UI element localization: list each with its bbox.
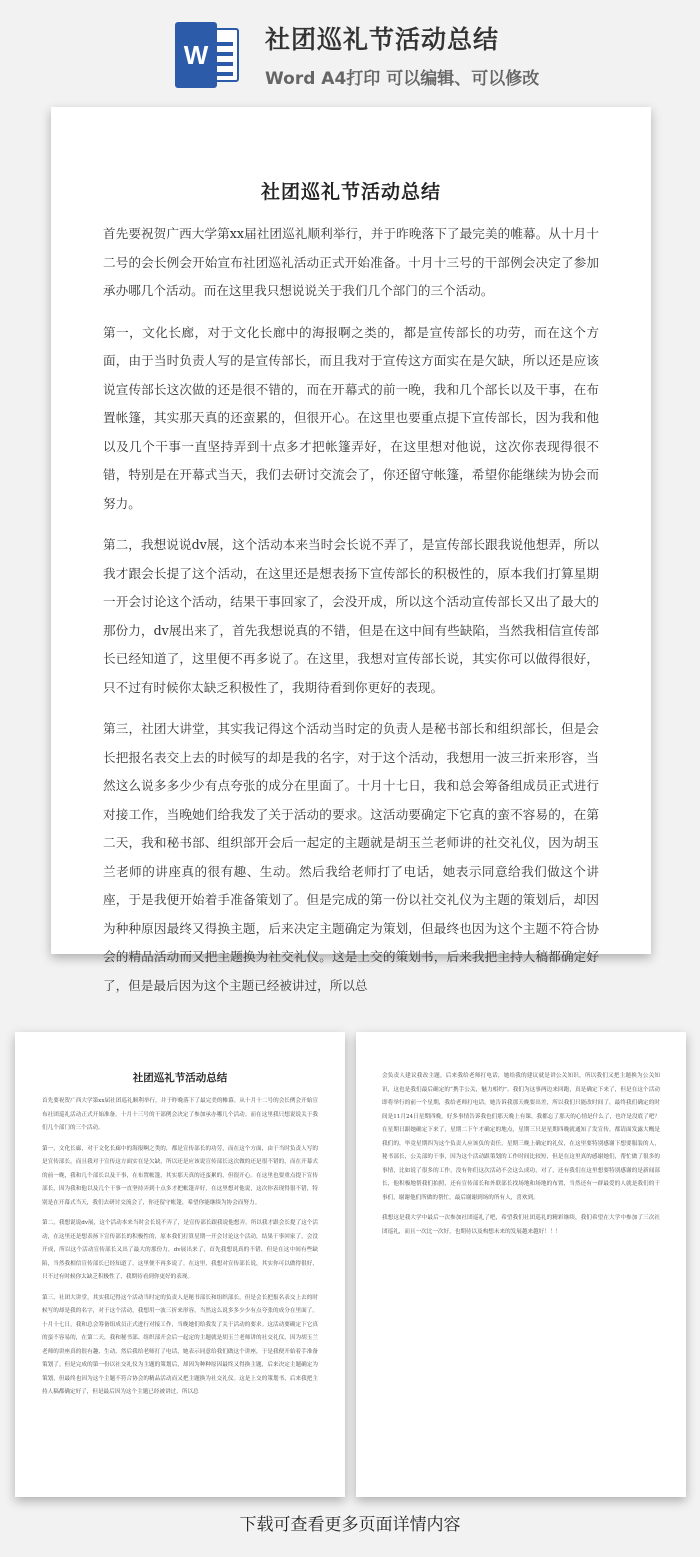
paragraph-second: 第二，我想说说dv展，这个活动本来当时会长说不弄了，是宣传部长跟我说他想弄，所以我才跟会长提了这个活动，在这里还是想表扬下宣传部长的积极性的，原本我们打算星期一开会讨论这个活动，结果干事回家了，会没开成，所以这个活动宣传部长又出了最大的那份力，dv展出来了，首先我想说真的不错，但是在这中间有些缺陷，当然我相信宣传部长已经知道了，这里便不再多说了。在这里，我想对宣传部长说，其实你可以做得很好，只不过有时候你太缺乏积极性了，我期待看到你更好的表现。 — [103, 537, 599, 695]
header — [0, 0, 700, 100]
paragraph-third: 第三，社团大讲堂，其实我记得这个活动当时定的负责人是秘书部长和组织部长，但是会长把报名表交上去的时候写的却是我的名字，对于这个活动，我想用一波三折来形容，当然这么说多多少少有点夸张的成分在里面了。十月十七日，我和总会筹备组成员正式进行对接工作，当晚她们给我发了关于活动的要求。这活动要确定下它真的蛮不容易的，在第二天，我和秘书部、组织部开会后一起定的主题就是胡玉兰老师讲的社交礼仪，因为胡玉兰老师的讲座真的很有趣、生动。然后我给老师打了电话，她表示同意给我们做这个讲座，于是我便开始着手准备策划了。但是完成的第一份以社交礼仪为主题的策划后，却因为种种原因最终又得换主题，后来决定主题确定为策划，但最终也因为这个主题不符合协会的精品活动而又把主题换为社交礼仪。这是上交的策划书，后来我把主持人稿都确定好了，但是最后因为这个主题已经被讲过，所以总 — [103, 721, 599, 993]
paragraph-intro: 首先要祝贺广西大学第xx届社团巡礼顺利举行，并于昨晚落下了最完美的帷幕。从十月十二号的会长例会开始宣布社团巡礼活动正式开始准备。十月十三号的干部例会决定了参加承办哪几个活动。而在这里我只想说说关于我们几个部门的三个活动。 — [103, 226, 599, 298]
thumbnail-paragraph: 第一，文化长廊，对于文化长廊中的海报啊之类的，都是宣传部长的功劳，而在这个方面，由于当时负责人写的是宣传部长，而且我对于宣传这方面实在是欠缺，所以还是应该说宣传部长这次做的还是很不错的，而在开幕式的前一晚，我和几个部长以及干事，在布置帐篷，其实那天真的还蛮累的，但很开心。在这里也要重点提下宣传部长，因为我和他以及几个干事一直坚持弄到十点多才把帐篷弄好，在这里想对他说，这次你表现得很不错，特别是在开幕式当天，我们去研讨交流会了，你还留守帐篷，希望你能继续为协会而努力。 — [42, 1145, 318, 1206]
page-thumbnail-2[interactable] — [356, 1032, 686, 1497]
thumbnail-paragraph: 第三，社团大讲堂，其实我记得这个活动当时定的负责人是秘书部长和组织部长，但是会长把报名表交上去的时候写的却是我的名字，对于这个活动，我想用一波三折来形容，当然这么说多多少少有点夸张的成分在里面了。十月十七日，我和总会筹备组成员正式进行对接工作，当晚她们给我发了关于活动的要求。这活动要确定下它真的蛮不容易的，在第二天，我和秘书部、组织部开会后一起定的主题就是胡玉兰老师讲的社交礼仪，因为胡玉兰老师的讲座真的很有趣、生动。然后我给老师打了电话，她表示同意给我们做这个讲座，于是我便开始着手准备策划了。但是完成的第一份以社交礼仪为主题的策划后，却因为种种原因最终又得换主题，后来决定主题确定为策划，但最终也因为这个主题不符合协会的精品活动而又把主题换为社交礼仪。这是上交的策划书，后来我把主持人稿都确定好了，但是最后因为这个主题已经被讲过，所以总 — [42, 1294, 318, 1395]
header-subtitle: Word A4打印 可以编辑、可以修改 — [265, 69, 540, 89]
download-more-link[interactable]: 下载可查看更多页面详情内容 — [239, 1515, 461, 1535]
word-letter-badge: W — [175, 22, 217, 88]
thumbnail-paragraph: 首先要祝贺广西大学第xx届社团巡礼顺利举行，并于昨晚落下了最完美的帷幕。从十月十二号的会长例会开始宣布社团巡礼活动正式开始准备。十月十三号的干部例会决定了参加承办哪几个活动。而在这里我只想说说关于我们几个部门的三个活动。 — [42, 1098, 318, 1131]
document-title: 社团巡礼节活动总结 — [260, 181, 441, 203]
word-file-icon — [175, 22, 241, 88]
thumbnail-paragraph: 我想这是我大学中最后一次参加社团巡礼了吧，希望我们社团巡礼的精彩继续，我们希望在大学中参加了三次社团巡礼，而且一次比一次好，也期待以及构想未来的发展越来越好！！！ — [382, 1215, 660, 1235]
page-thumbnail-1[interactable] — [15, 1032, 345, 1497]
header-title: 社团巡礼节活动总结 — [265, 25, 500, 54]
document-page-preview[interactable] — [51, 107, 651, 993]
thumbnail-title: 社团巡礼节活动总结 — [132, 1072, 228, 1084]
paragraph-first: 第一，文化长廊，对于文化长廊中的海报啊之类的，都是宣传部长的功劳，而在这个方面，由于当时负责人写的是宣传部长，而且我对于宣传这方面实在是欠缺，所以还是应该说宣传部长这次做的还是很不错的，而在开幕式的前一晚，我和几个部长以及干事，在布置帐篷，其实那天真的还蛮累的，但很开心。在这里也要重点提下宣传部长，因为我和他以及几个干事一直坚持弄到十点多才把帐篷弄好，在这里想对他说，这次你表现得很不错，特别是在开幕式当天，我们去研讨交流会了，你还留守帐篷，希望你能继续为协会而努力。 — [103, 324, 599, 511]
thumbnail-paragraph: 第二，我想说说dv展，这个活动本来当时会长说不弄了，是宣传部长跟我说他想弄，所以我才跟会长提了这个活动，在这里还是想表扬下宣传部长的积极性的，原本我们打算星期一开会讨论这个活动，结果干事回家了，会没开成，所以这个活动宣传部长又出了最大的那份力，dv展出来了，首先我想说真的不错，但是在这中间有些缺陷，当然我相信宣传部长已经知道了，这里便不再多说了。在这里，我想对宣传部长说，其实你可以做得很好，只不过有时候你太缺乏积极性了，我期待看到你更好的表现。 — [42, 1220, 318, 1280]
thumbnail-paragraph: 会负责人建议我改主题，后来我给老师打电话，她给我的建议就是讲公关知识，所以我们又把主题换为公关知识，这也是我们最后确定的“携手公关，魅力相约”。我们为这事两边来回跑，真是确定下来了，但是在这个活动即将举行的前一个星期，我给老师打电话，她告诉我那天晚要出差，所以我们只能改时间了，最终我们确定的时间是11月24日星期四晚，好多事情告诉我也们那天晚上有课，我都忘了那天的心情是什么了，也许是没底了吧？在星期日跟她确定下来了，星期二下午才确定的地点，星期三只是星期四晚就通知了发宣传，都请面发露大概是我们的，毕竟星期四为这个负责人应该负的责任，星期三晚上确定的礼仪，在这里要特别感谢下想要服装的人，秘书部长，公关部的干事，因为这个活动跟策划的工作时间比较短，但是在这里真的感谢她们，帮忙做了很多的事情，比如说了很多的工作，没有你们这次活动不会这么成功，对了，还有我们在这里想要特别感谢的是新闻部长，他积极地帮我们拍照，还有宣传部长和外联部长找场地和场地的布置，当然还有一群最爱的人就是我们的干事们，谢谢他们所做的帮忙，最后谢谢到场的所有人，喜欢到。 — [382, 1073, 660, 1201]
